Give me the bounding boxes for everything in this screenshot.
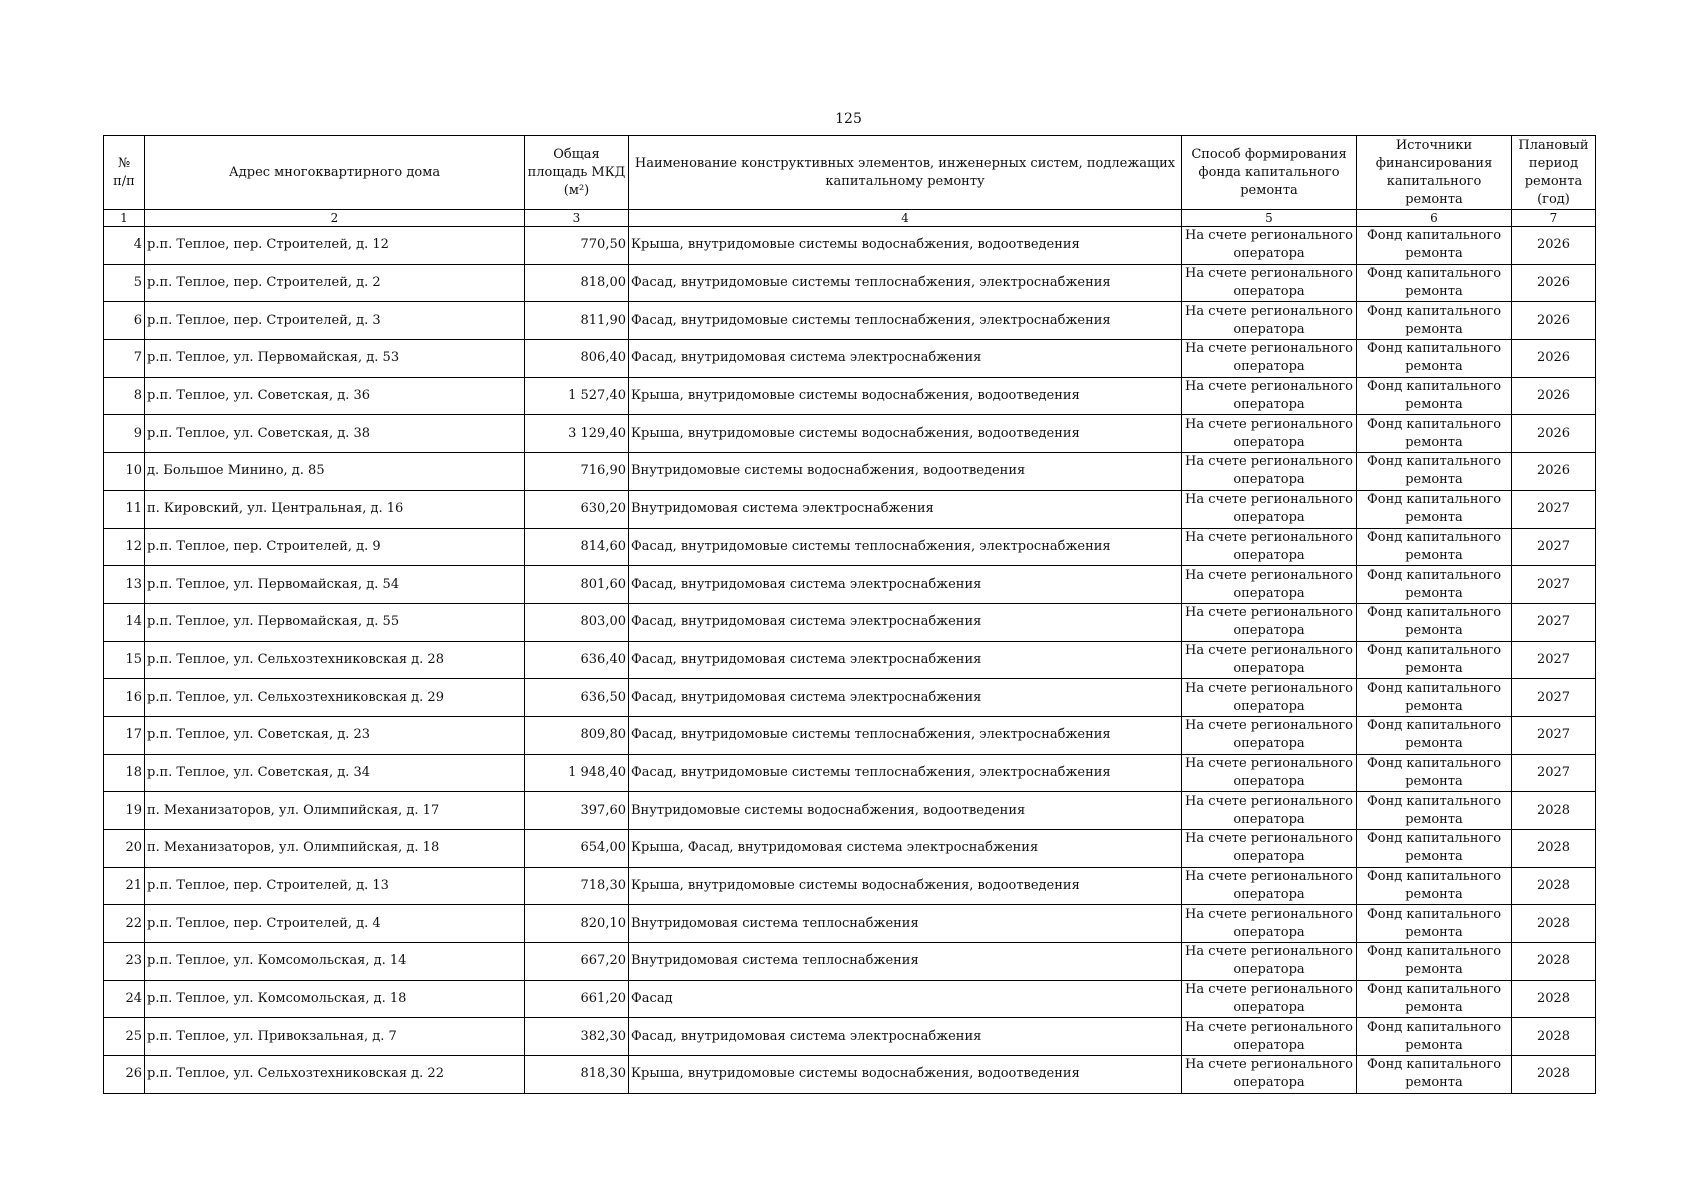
row-area: 803,00	[525, 603, 629, 641]
row-address: р.п. Теплое, ул. Сельхозтехниковская д. 29	[145, 679, 525, 717]
row-number: 25	[104, 1018, 145, 1056]
row-elements: Внутридомовая система теплоснабжения	[629, 943, 1182, 981]
row-year: 2028	[1512, 943, 1596, 981]
column-index: 2	[145, 210, 525, 227]
row-year: 2026	[1512, 340, 1596, 378]
row-source: Фонд капитального ремонта	[1357, 340, 1512, 378]
row-year: 2028	[1512, 1018, 1596, 1056]
table-row	[104, 943, 1596, 981]
row-address: р.п. Теплое, пер. Строителей, д. 9	[145, 528, 525, 566]
row-area: 630,20	[525, 490, 629, 528]
row-elements: Фасад	[629, 980, 1182, 1018]
table-row	[104, 603, 1596, 641]
column-index: 1	[104, 210, 145, 227]
row-method: На счете регионального оператора	[1182, 490, 1357, 528]
row-address: р.п. Теплое, ул. Первомайская, д. 55	[145, 603, 525, 641]
row-elements: Фасад, внутридомовые системы теплоснабжения, электроснабжения	[629, 754, 1182, 792]
table-row	[104, 264, 1596, 302]
table-row	[104, 415, 1596, 453]
row-year: 2028	[1512, 1056, 1596, 1094]
row-source: Фонд капитального ремонта	[1357, 1056, 1512, 1094]
row-source: Фонд капитального ремонта	[1357, 302, 1512, 340]
column-index: 3	[525, 210, 629, 227]
row-address: п. Кировский, ул. Центральная, д. 16	[145, 490, 525, 528]
row-year: 2027	[1512, 566, 1596, 604]
row-address: р.п. Теплое, ул. Советская, д. 38	[145, 415, 525, 453]
row-source: Фонд капитального ремонта	[1357, 528, 1512, 566]
row-address: р.п. Теплое, ул. Привокзальная, д. 7	[145, 1018, 525, 1056]
row-number: 20	[104, 830, 145, 868]
row-method: На счете регионального оператора	[1182, 377, 1357, 415]
row-area: 770,50	[525, 227, 629, 265]
row-area: 1 527,40	[525, 377, 629, 415]
row-elements: Внутридомовые системы водоснабжения, водоотведения	[629, 453, 1182, 491]
row-source: Фонд капитального ремонта	[1357, 566, 1512, 604]
row-number: 10	[104, 453, 145, 491]
row-elements: Крыша, внутридомовые системы водоснабжения, водоотведения	[629, 1056, 1182, 1094]
row-area: 814,60	[525, 528, 629, 566]
row-address: д. Большое Минино, д. 85	[145, 453, 525, 491]
table-row	[104, 792, 1596, 830]
row-method: На счете регионального оператора	[1182, 227, 1357, 265]
header-address: Адрес многоквартирного дома	[145, 136, 525, 210]
row-number: 16	[104, 679, 145, 717]
row-number: 6	[104, 302, 145, 340]
row-address: р.п. Теплое, ул. Комсомольская, д. 14	[145, 943, 525, 981]
row-source: Фонд капитального ремонта	[1357, 1018, 1512, 1056]
row-area: 811,90	[525, 302, 629, 340]
row-source: Фонд капитального ремонта	[1357, 679, 1512, 717]
table-row	[104, 227, 1596, 265]
row-elements: Крыша, внутридомовые системы водоснабжения, водоотведения	[629, 377, 1182, 415]
column-index: 6	[1357, 210, 1512, 227]
row-area: 716,90	[525, 453, 629, 491]
row-area: 820,10	[525, 905, 629, 943]
table-row	[104, 679, 1596, 717]
row-number: 8	[104, 377, 145, 415]
row-elements: Крыша, внутридомовые системы водоснабжения, водоотведения	[629, 415, 1182, 453]
row-source: Фонд капитального ремонта	[1357, 227, 1512, 265]
row-elements: Фасад, внутридомовые системы теплоснабжения, электроснабжения	[629, 302, 1182, 340]
row-elements: Фасад, внутридомовая система электроснабжения	[629, 340, 1182, 378]
table-row	[104, 302, 1596, 340]
row-address: р.п. Теплое, ул. Советская, д. 23	[145, 716, 525, 754]
row-method: На счете регионального оператора	[1182, 867, 1357, 905]
row-area: 3 129,40	[525, 415, 629, 453]
row-year: 2026	[1512, 415, 1596, 453]
header-row	[104, 136, 1596, 210]
row-elements: Фасад, внутридомовая система электроснабжения	[629, 603, 1182, 641]
page-number: 125	[835, 111, 862, 127]
header-method: Способ формирования фонда капитального ремонта	[1182, 136, 1357, 210]
row-elements: Фасад, внутридомовая система электроснабжения	[629, 679, 1182, 717]
row-address: р.п. Теплое, пер. Строителей, д. 4	[145, 905, 525, 943]
table-row	[104, 716, 1596, 754]
row-area: 1 948,40	[525, 754, 629, 792]
header-num	[104, 136, 145, 210]
row-elements: Внутридомовая система электроснабжения	[629, 490, 1182, 528]
table-row	[104, 340, 1596, 378]
row-method: На счете регионального оператора	[1182, 566, 1357, 604]
row-address: п. Механизаторов, ул. Олимпийская, д. 17	[145, 792, 525, 830]
row-address: р.п. Теплое, пер. Строителей, д. 2	[145, 264, 525, 302]
row-area: 818,00	[525, 264, 629, 302]
row-number: 7	[104, 340, 145, 378]
row-elements: Фасад, внутридомовые системы теплоснабжения, электроснабжения	[629, 716, 1182, 754]
column-index: 4	[629, 210, 1182, 227]
row-source: Фонд капитального ремонта	[1357, 377, 1512, 415]
header-period: Плановый период ремонта (год)	[1512, 136, 1596, 210]
table-body	[104, 227, 1596, 1094]
row-source: Фонд капитального ремонта	[1357, 716, 1512, 754]
row-number: 21	[104, 867, 145, 905]
row-method: На счете регионального оператора	[1182, 792, 1357, 830]
row-number: 19	[104, 792, 145, 830]
row-method: На счете регионального оператора	[1182, 679, 1357, 717]
row-area: 806,40	[525, 340, 629, 378]
row-address: р.п. Теплое, ул. Первомайская, д. 54	[145, 566, 525, 604]
row-elements: Крыша, Фасад, внутридомовая система электроснабжения	[629, 830, 1182, 868]
row-address: р.п. Теплое, ул. Комсомольская, д. 18	[145, 980, 525, 1018]
row-area: 382,30	[525, 1018, 629, 1056]
row-source: Фонд капитального ремонта	[1357, 641, 1512, 679]
row-number: 5	[104, 264, 145, 302]
table-row	[104, 754, 1596, 792]
row-method: На счете регионального оператора	[1182, 943, 1357, 981]
row-year: 2027	[1512, 679, 1596, 717]
capital-repair-table	[103, 135, 1596, 1094]
row-method: На счете регионального оператора	[1182, 603, 1357, 641]
row-year: 2028	[1512, 905, 1596, 943]
row-address: р.п. Теплое, ул. Советская, д. 34	[145, 754, 525, 792]
row-method: На счете регионального оператора	[1182, 830, 1357, 868]
row-elements: Фасад, внутридомовые системы теплоснабжения, электроснабжения	[629, 528, 1182, 566]
row-year: 2026	[1512, 453, 1596, 491]
row-method: На счете регионального оператора	[1182, 716, 1357, 754]
row-number: 15	[104, 641, 145, 679]
row-elements: Фасад, внутридомовая система электроснабжения	[629, 566, 1182, 604]
row-source: Фонд капитального ремонта	[1357, 792, 1512, 830]
row-area: 397,60	[525, 792, 629, 830]
row-area: 636,40	[525, 641, 629, 679]
row-address: р.п. Теплое, пер. Строителей, д. 13	[145, 867, 525, 905]
row-method: На счете регионального оператора	[1182, 641, 1357, 679]
row-area: 667,20	[525, 943, 629, 981]
row-address: р.п. Теплое, ул. Советская, д. 36	[145, 377, 525, 415]
row-method: На счете регионального оператора	[1182, 905, 1357, 943]
row-year: 2027	[1512, 716, 1596, 754]
row-year: 2027	[1512, 641, 1596, 679]
row-area: 801,60	[525, 566, 629, 604]
row-source: Фонд капитального ремонта	[1357, 754, 1512, 792]
row-source: Фонд капитального ремонта	[1357, 867, 1512, 905]
table-row	[104, 641, 1596, 679]
row-source: Фонд капитального ремонта	[1357, 453, 1512, 491]
column-index: 7	[1512, 210, 1596, 227]
table-row	[104, 453, 1596, 491]
column-index-row	[104, 210, 1596, 227]
row-elements: Внутридомовая система теплоснабжения	[629, 905, 1182, 943]
row-source: Фонд капитального ремонта	[1357, 264, 1512, 302]
column-index: 5	[1182, 210, 1357, 227]
row-method: На счете регионального оператора	[1182, 415, 1357, 453]
table-row	[104, 528, 1596, 566]
row-number: 13	[104, 566, 145, 604]
row-number: 12	[104, 528, 145, 566]
row-number: 11	[104, 490, 145, 528]
row-number: 18	[104, 754, 145, 792]
row-year: 2027	[1512, 528, 1596, 566]
row-number: 24	[104, 980, 145, 1018]
row-number: 9	[104, 415, 145, 453]
row-address: р.п. Теплое, ул. Первомайская, д. 53	[145, 340, 525, 378]
row-year: 2026	[1512, 264, 1596, 302]
row-year: 2026	[1512, 227, 1596, 265]
row-number: 4	[104, 227, 145, 265]
row-method: На счете регионального оператора	[1182, 453, 1357, 491]
row-elements: Фасад, внутридомовая система электроснабжения	[629, 1018, 1182, 1056]
row-number: 14	[104, 603, 145, 641]
row-elements: Внутридомовые системы водоснабжения, водоотведения	[629, 792, 1182, 830]
table-row	[104, 377, 1596, 415]
row-number: 23	[104, 943, 145, 981]
header-area	[525, 136, 629, 210]
row-source: Фонд капитального ремонта	[1357, 415, 1512, 453]
row-year: 2028	[1512, 867, 1596, 905]
row-elements: Фасад, внутридомовая система электроснабжения	[629, 641, 1182, 679]
row-number: 22	[104, 905, 145, 943]
table-row	[104, 566, 1596, 604]
table-row	[104, 490, 1596, 528]
row-area: 718,30	[525, 867, 629, 905]
table-row	[104, 1018, 1596, 1056]
row-year: 2026	[1512, 377, 1596, 415]
table-row	[104, 830, 1596, 868]
row-source: Фонд капитального ремонта	[1357, 980, 1512, 1018]
row-method: На счете регионального оператора	[1182, 528, 1357, 566]
row-address: р.п. Теплое, ул. Сельхозтехниковская д. 28	[145, 641, 525, 679]
row-number: 26	[104, 1056, 145, 1094]
row-source: Фонд капитального ремонта	[1357, 905, 1512, 943]
row-year: 2028	[1512, 830, 1596, 868]
row-method: На счете регионального оператора	[1182, 1056, 1357, 1094]
row-source: Фонд капитального ремонта	[1357, 603, 1512, 641]
row-elements: Фасад, внутридомовые системы теплоснабжения, электроснабжения	[629, 264, 1182, 302]
row-year: 2027	[1512, 603, 1596, 641]
row-area: 636,50	[525, 679, 629, 717]
row-area: 818,30	[525, 1056, 629, 1094]
row-elements: Крыша, внутридомовые системы водоснабжения, водоотведения	[629, 867, 1182, 905]
row-address: п. Механизаторов, ул. Олимпийская, д. 18	[145, 830, 525, 868]
table-row	[104, 1056, 1596, 1094]
row-source: Фонд капитального ремонта	[1357, 943, 1512, 981]
row-address: р.п. Теплое, пер. Строителей, д. 3	[145, 302, 525, 340]
row-year: 2027	[1512, 754, 1596, 792]
row-year: 2027	[1512, 490, 1596, 528]
row-year: 2026	[1512, 302, 1596, 340]
row-source: Фонд капитального ремонта	[1357, 490, 1512, 528]
table-row	[104, 867, 1596, 905]
row-address: р.п. Теплое, пер. Строителей, д. 12	[145, 227, 525, 265]
row-elements: Крыша, внутридомовые системы водоснабжения, водоотведения	[629, 227, 1182, 265]
header-source: Источники финансирования капитального ремонта	[1357, 136, 1512, 210]
row-method: На счете регионального оператора	[1182, 754, 1357, 792]
row-method: На счете регионального оператора	[1182, 980, 1357, 1018]
row-area: 809,80	[525, 716, 629, 754]
row-area: 654,00	[525, 830, 629, 868]
row-source: Фонд капитального ремонта	[1357, 830, 1512, 868]
row-year: 2028	[1512, 792, 1596, 830]
row-method: На счете регионального оператора	[1182, 302, 1357, 340]
row-year: 2028	[1512, 980, 1596, 1018]
row-address: р.п. Теплое, ул. Сельхозтехниковская д. 22	[145, 1056, 525, 1094]
row-method: На счете регионального оператора	[1182, 264, 1357, 302]
header-elements: Наименование конструктивных элементов, инженерных систем, подлежащих капитальному ремонту	[629, 136, 1182, 210]
row-area: 661,20	[525, 980, 629, 1018]
row-method: На счете регионального оператора	[1182, 1018, 1357, 1056]
row-method: На счете регионального оператора	[1182, 340, 1357, 378]
header-area-label: Общая площадь МКД (м²)	[527, 146, 626, 198]
row-number: 17	[104, 716, 145, 754]
table-row	[104, 905, 1596, 943]
header-num-label: № п/п	[113, 155, 135, 189]
table-row	[104, 980, 1596, 1018]
